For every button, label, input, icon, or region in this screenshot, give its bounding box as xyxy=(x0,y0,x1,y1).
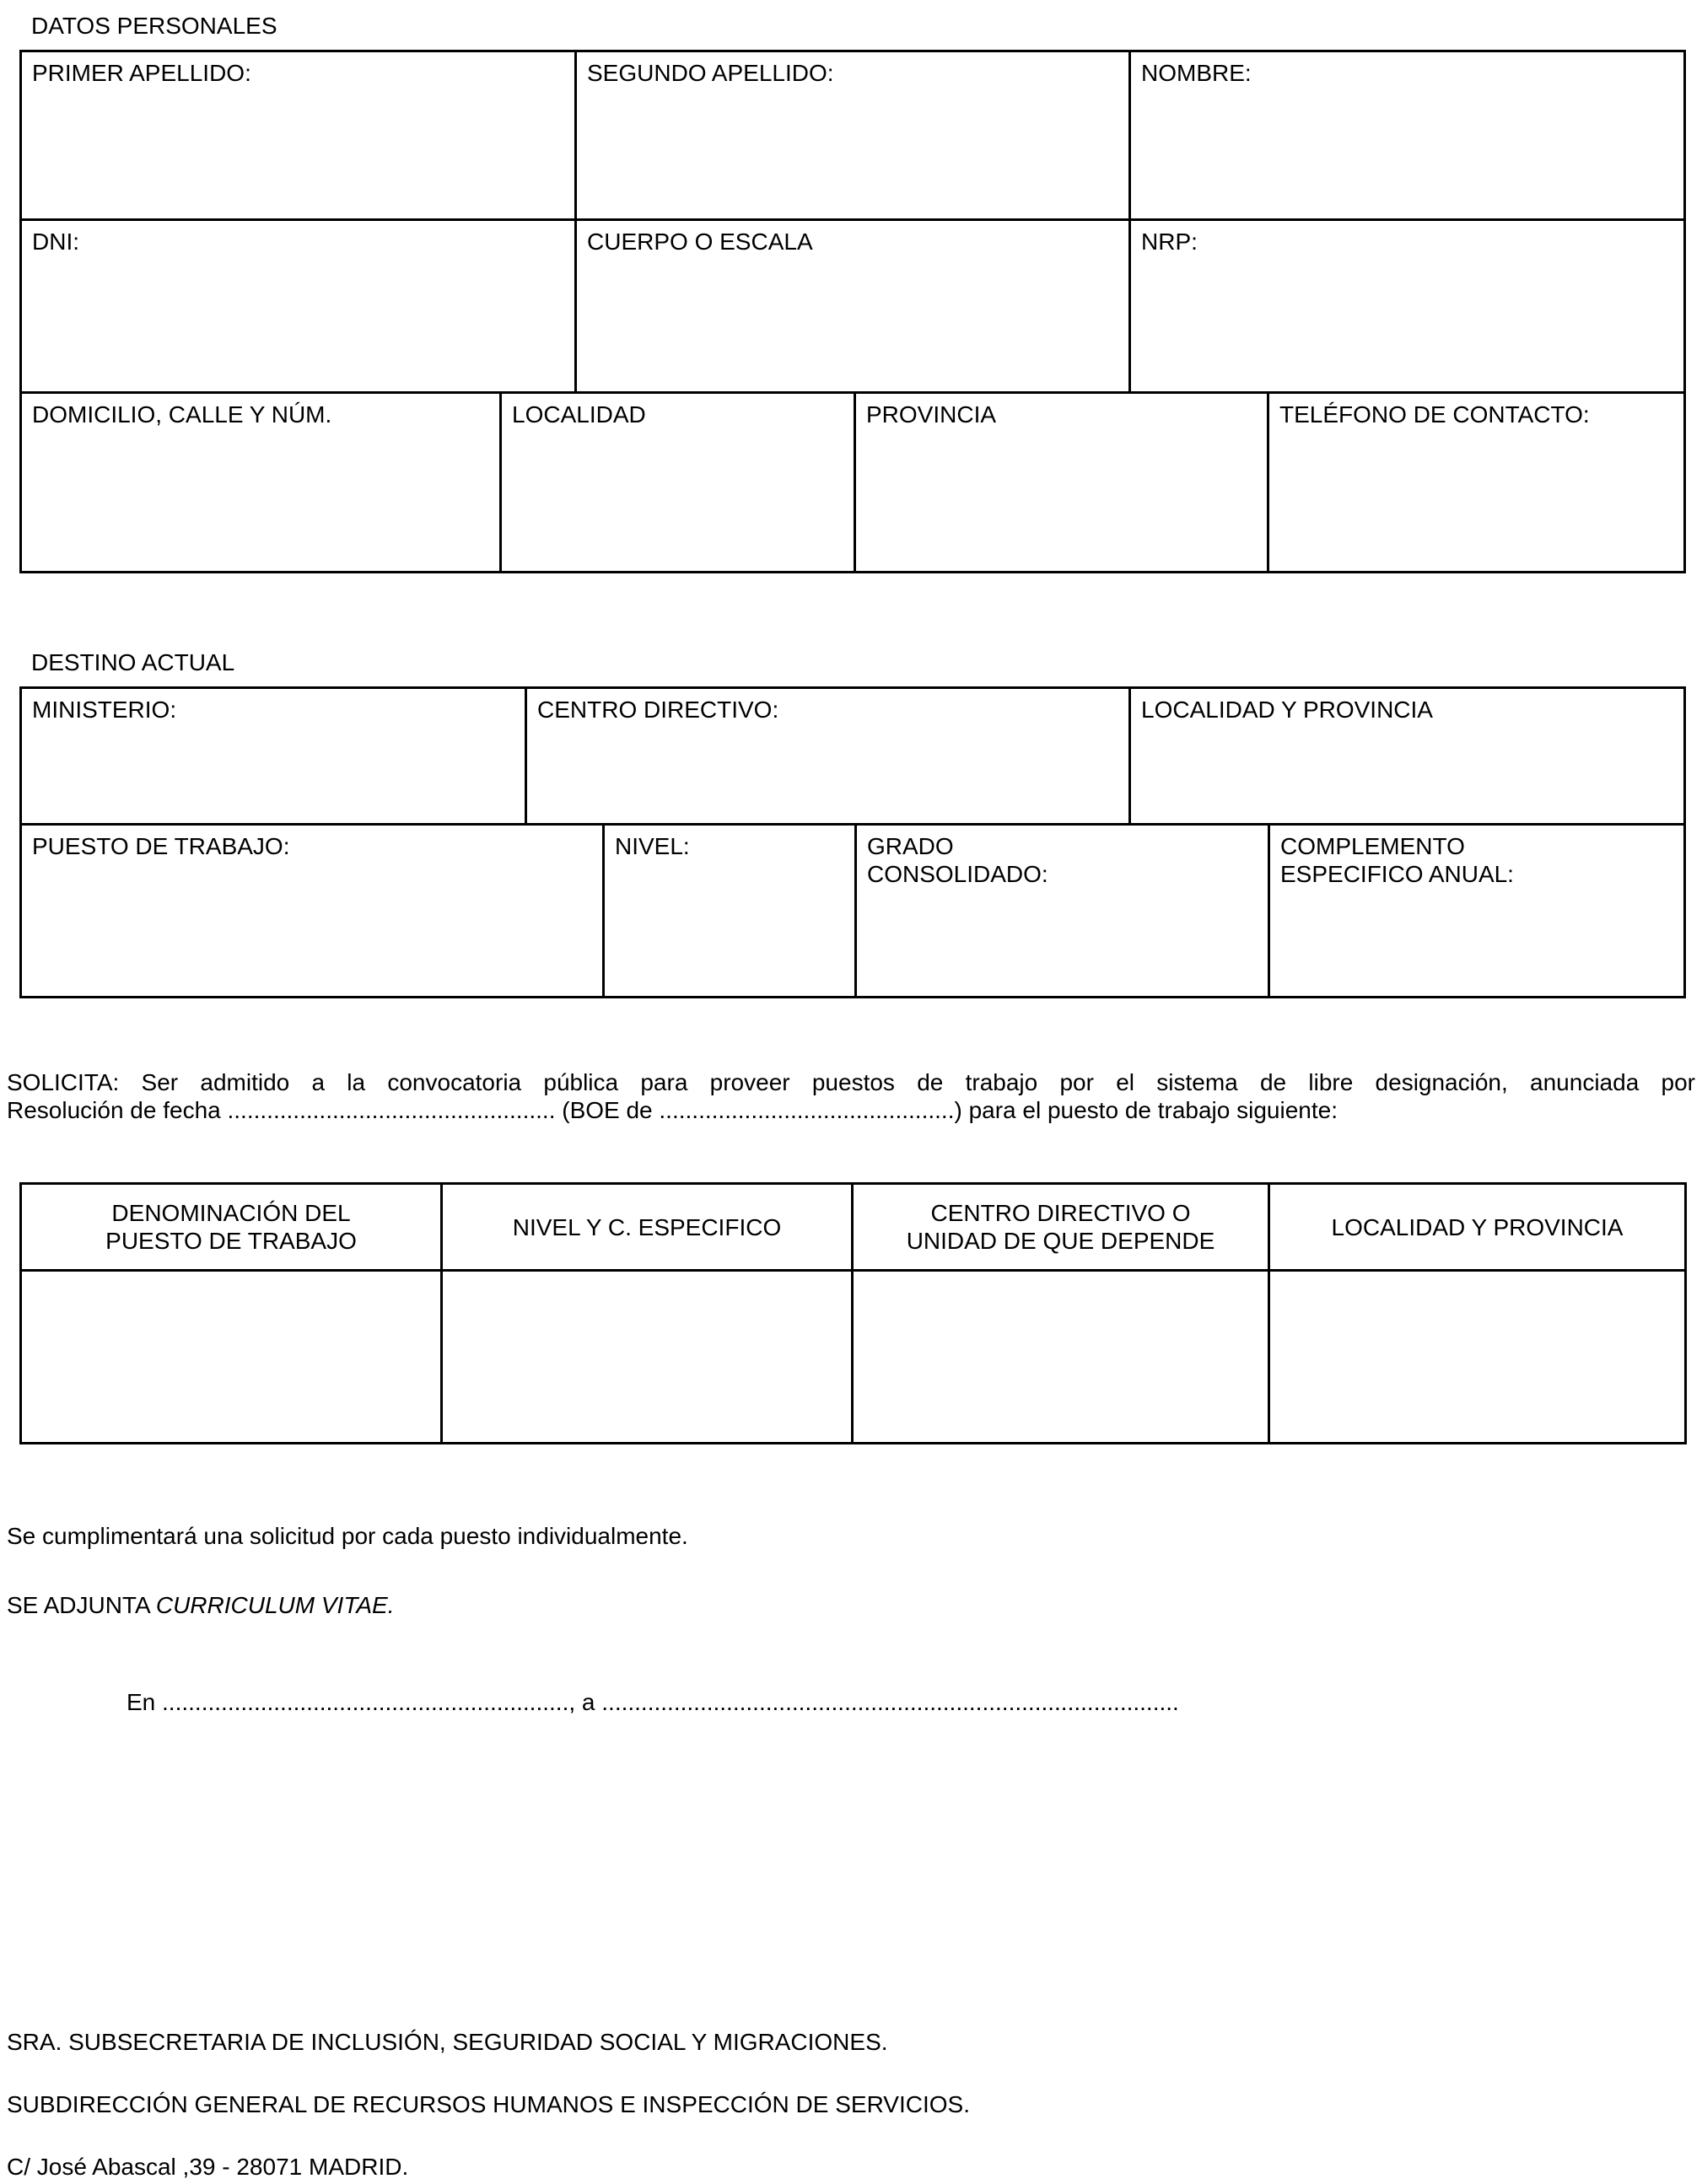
cell-domicilio xyxy=(21,393,501,573)
label-localidad: LOCALIDAD xyxy=(512,401,646,428)
header-localidad-provincia-label: LOCALIDAD Y PROVINCIA xyxy=(1331,1213,1624,1240)
cell-denominacion-value xyxy=(21,1271,442,1444)
solicita-paragraph xyxy=(7,1068,1695,1124)
datos-personales-table-domicilio xyxy=(19,391,1686,573)
destino-actual-table-puesto xyxy=(19,823,1686,998)
cell-nivel-especifico-value xyxy=(442,1271,853,1444)
note-curriculum xyxy=(7,1591,1695,1619)
note-curriculum-italic: CURRICULUM VITAE. xyxy=(155,1592,395,1618)
cell-segundo-apellido xyxy=(576,51,1130,220)
cell-localidad-provincia-value xyxy=(1269,1271,1686,1444)
cell-dni xyxy=(21,220,576,393)
solicita-line-2: Resolución de fecha .................................................. (BOE de .............................................) para el puesto de trabajo siguiente: xyxy=(7,1097,1338,1123)
datos-personales-title: DATOS PERSONALES xyxy=(31,13,277,39)
datos-personales-table xyxy=(19,50,1686,394)
solicita-line-1: SOLICITA: Ser admitido a la convocatoria pública para proveer puestos de trabajo por el sistema de libre designación, anunciada por xyxy=(7,1069,1695,1095)
puesto-solicitado-header-row xyxy=(21,1184,1686,1271)
cell-centro-directivo xyxy=(526,688,1130,825)
label-cuerpo-escala: CUERPO O ESCALA xyxy=(587,229,813,255)
cell-nrp xyxy=(1130,220,1685,393)
destino-actual-row-1 xyxy=(21,688,1685,825)
destino-actual-row-2 xyxy=(21,825,1685,998)
destino-actual-title: DESTINO ACTUAL xyxy=(31,649,235,675)
puesto-solicitado-empty-row xyxy=(21,1271,1686,1444)
cell-telefono xyxy=(1268,393,1685,573)
label-nombre: NOMBRE: xyxy=(1141,60,1252,86)
label-nivel: NIVEL: xyxy=(615,833,690,859)
cell-nombre xyxy=(1130,51,1685,220)
note-curriculum-prefix: SE ADJUNTA xyxy=(7,1592,156,1618)
puesto-solicitado-table xyxy=(19,1182,1687,1444)
cell-provincia xyxy=(855,393,1268,573)
label-dni: DNI: xyxy=(32,229,79,255)
header-centro-directivo-label: CENTRO DIRECTIVO O UNIDAD DE QUE DEPENDE xyxy=(906,1200,1215,1254)
cell-nivel xyxy=(604,825,856,998)
footer-department: SUBDIRECCIÓN GENERAL DE RECURSOS HUMANOS E INSPECCIÓN DE SERVICIOS. xyxy=(7,2091,970,2117)
label-nrp: NRP: xyxy=(1141,229,1198,255)
datos-personales-row-2 xyxy=(21,220,1685,393)
label-provincia: PROVINCIA xyxy=(866,401,997,428)
label-primer-apellido: PRIMER APELLIDO: xyxy=(32,60,251,86)
destino-actual-table xyxy=(19,686,1686,826)
cell-complemento-especifico xyxy=(1269,825,1685,998)
header-centro-directivo xyxy=(853,1184,1269,1271)
cell-grado-consolidado xyxy=(856,825,1269,998)
cell-puesto-trabajo xyxy=(21,825,604,998)
cell-localidad xyxy=(501,393,855,573)
cell-primer-apellido xyxy=(21,51,576,220)
label-grado-consolidado: GRADO CONSOLIDADO: xyxy=(867,833,1048,887)
cell-centro-directivo-value xyxy=(853,1271,1269,1444)
label-telefono: TELÉFONO DE CONTACTO: xyxy=(1279,401,1590,428)
signature-date-line: En .............................................................., a ........................................................................................ xyxy=(127,1689,1179,1715)
label-complemento-especifico: COMPLEMENTO ESPECIFICO ANUAL: xyxy=(1280,833,1514,887)
cell-ministerio xyxy=(21,688,526,825)
label-ministerio: MINISTERIO: xyxy=(32,697,177,723)
note-single-request: Se cumplimentará una solicitud por cada puesto individualmente. xyxy=(7,1523,688,1549)
cell-localidad-provincia xyxy=(1130,688,1685,825)
datos-personales-row-1 xyxy=(21,51,1685,220)
footer-addressee: SRA. SUBSECRETARIA DE INCLUSIÓN, SEGURIDAD SOCIAL Y MIGRACIONES. xyxy=(7,2029,888,2055)
header-denominacion-puesto xyxy=(21,1184,442,1271)
header-localidad-provincia xyxy=(1269,1184,1686,1271)
datos-personales-row-3 xyxy=(21,393,1685,573)
label-localidad-provincia: LOCALIDAD Y PROVINCIA xyxy=(1141,697,1433,723)
cell-cuerpo-escala xyxy=(576,220,1130,393)
header-nivel-especifico-label: NIVEL Y C. ESPECIFICO xyxy=(512,1213,782,1240)
label-segundo-apellido: SEGUNDO APELLIDO: xyxy=(587,60,834,86)
header-nivel-especifico xyxy=(442,1184,853,1271)
label-puesto-trabajo: PUESTO DE TRABAJO: xyxy=(32,833,290,859)
footer-address: C/ José Abascal ,39 - 28071 MADRID. xyxy=(7,2154,409,2180)
label-domicilio: DOMICILIO, CALLE Y NÚM. xyxy=(32,401,332,428)
label-centro-directivo: CENTRO DIRECTIVO: xyxy=(537,697,779,723)
header-denominacion-label: DENOMINACIÓN DEL PUESTO DE TRABAJO xyxy=(105,1200,357,1254)
